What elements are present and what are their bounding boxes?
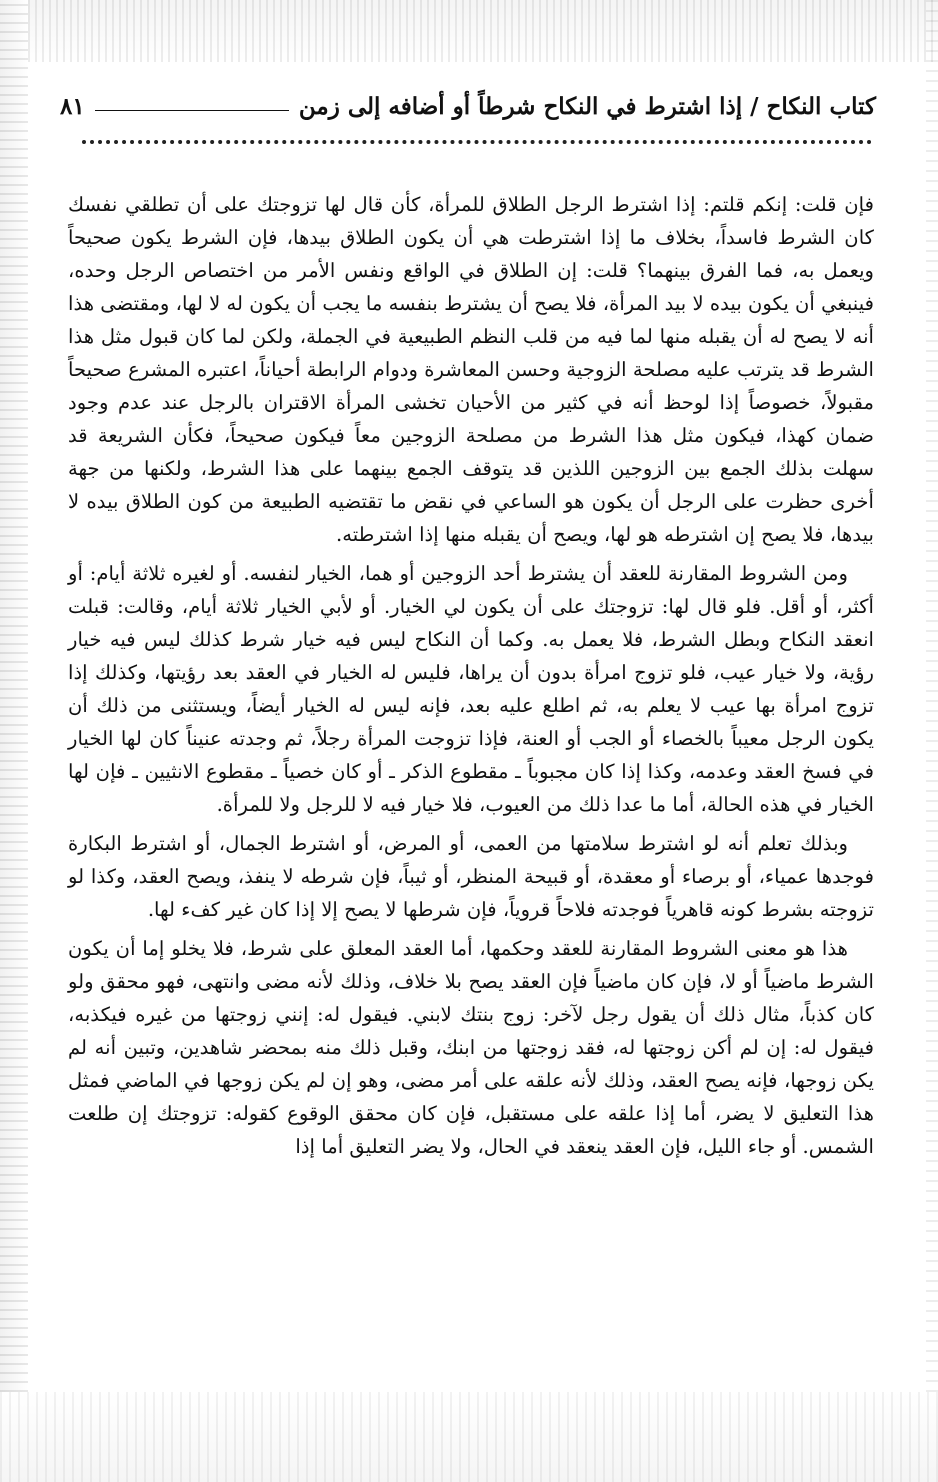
dotted-separator bbox=[82, 140, 872, 156]
scan-border-right bbox=[926, 0, 938, 1482]
header-rule bbox=[95, 110, 289, 111]
paragraph-1: فإن قلت: إنكم قلتم: إذا اشترط الرجل الطلاق للمرأة، كأن قال لها تزوجتك على أن تطلقي نفسك كان الشرط فاسداً، بخلاف ما إذا اشترطت هي أن يكون الطلاق بيدها، فإن الشرط يكون صحيحاً ويعمل به، فما الفرق بينهما؟ قلت: إن الطلاق في الواقع ونفس الأمر من اختصاص الرجل وحده، فينبغي أن يكون بيده لا بيد المرأة، فلا يصح أن يشترط بنفسه ما يجب أن يكون له لا لها، ومقتضى هذا أنه لا يصح له أن يقبله منها لما فيه من قلب النظم الطبيعية في الجملة، ولكن لما كان قبول مثل هذا الشرط قد يترتب عليه مصلحة الزوجية وحسن المعاشرة ودوام الرابطة أحياناً، اعتبره المشرع صحيحاً مقبولاً، خصوصاً إذا لوحظ أنه في كثير من الأحيان تخشى المرأة الاقتران بالرجل عند عدم وجود ضمان كهذا، فيكون مثل هذا الشرط من مصلحة الزوجين معاً فيكون صحيحاً، فكأن الشريعة قد سهلت بذلك الجمع بين الزوجين اللذين قد يتوقف الجمع بينهما على هذا الشرط، ولكنها من جهة أخرى حظرت على الرجل أن يكون هو الساعي في نقض ما تقتضيه الطبيعة من كون الطلاق بيده لا بيدها، فلا يصح إن اشترطه هو لها، ويصح أن يقبله منها إذا اشترطته. bbox=[68, 193, 874, 546]
header-title: كتاب النكاح / إذا اشترط في النكاح شرطاً أو أضافه إلى زمن bbox=[298, 92, 876, 120]
body-text bbox=[68, 188, 874, 1169]
paragraph-3: وبذلك تعلم أنه لو اشترط سلامتها من العمى، أو المرض، أو اشترط الجمال، أو اشترط البكارة فوجدها عمياء، أو برصاء أو معقدة، أو قبيحة المنظر، أو ثيباً، فإن شرطه لا ينفذ، ويصح العقد، وكذا لو تزوجته بشرط كونه قاهرياً فوجدته فلاحاً قروياً، فإن شرطها لا يصح إلا إذا كان غير كفء لها. bbox=[68, 832, 874, 921]
paragraph-2: ومن الشروط المقارنة للعقد أن يشترط أحد الزوجين أو هما، الخيار لنفسه. أو لغيره ثلاثة أيام: أو أكثر، أو أقل. فلو قال لها: تزوجتك على أن يكون لي الخيار. أو لأبي الخيار ثلاثة أيام، وقالت: قبلت انعقد النكاح وبطل الشرط، فلا يعمل به. وكما أن النكاح ليس فيه خيار شرط كذلك ليس فيه خيار رؤية، ولا خيار عيب، فلو تزوج امرأة بدون أن يراها، فليس له الخيار في العقد بعد رؤيتها، وكذلك إذا تزوج امرأة بها عيب لا يعلم به، ثم اطلع عليه بعد، فإنه ليس له الخيار أيضاً، ويستثنى من ذلك أن يكون الرجل معيباً بالخصاء أو الجب أو العنة، فإذا تزوجت المرأة رجلاً، ثم وجدته عنيناً كان لها الخيار في فسخ العقد وعدمه، وكذا إذا كان مجبوباً ـ مقطوع الذكر ـ أو كان خصياً ـ مقطوع الانثيين ـ فإن لها الخيار في هذه الحالة، أما ما عدا ذلك من العيوب، فلا خيار فيه لا للرجل ولا للمرأة. bbox=[68, 562, 874, 816]
running-header bbox=[60, 86, 876, 126]
scan-border-top bbox=[0, 0, 938, 62]
paragraph-4: هذا هو معنى الشروط المقارنة للعقد وحكمها، أما العقد المعلق على شرط، فلا يخلو إما أن يكون الشرط ماضياً أو لا، فإن كان ماضياً فإن العقد يصح بلا خلاف، وذلك لأنه مضى وانتهى، فهو محقق ولو كان كذباً، مثال ذلك أن يقول رجل لآخر: زوج بنتك لابني. فيقول له: إنني زوجتها من غيره فيكذبه، فيقول له: إن لم أكن زوجتها له، فقد زوجتها من ابنك، وقبل ذلك منه بمحضر شاهدين، وتبين أنه لم يكن زوجها، فإنه يصح العقد، وذلك لأنه علقه على أمر مضى، وهو إن لم يكن زوجها في الماضي فمثل هذا التعليق لا يضر، أما إذا علقه على مستقبل، فإن كان محقق الوقوع كقوله: تزوجتك إن طلعت الشمس. أو جاء الليل، فإن العقد ينعقد في الحال، ولا يضر التعليق أما إذا bbox=[68, 937, 874, 1158]
scan-border-left bbox=[0, 0, 28, 1482]
page-number: ٨١ bbox=[60, 92, 85, 120]
scan-border-bottom bbox=[0, 1392, 938, 1482]
